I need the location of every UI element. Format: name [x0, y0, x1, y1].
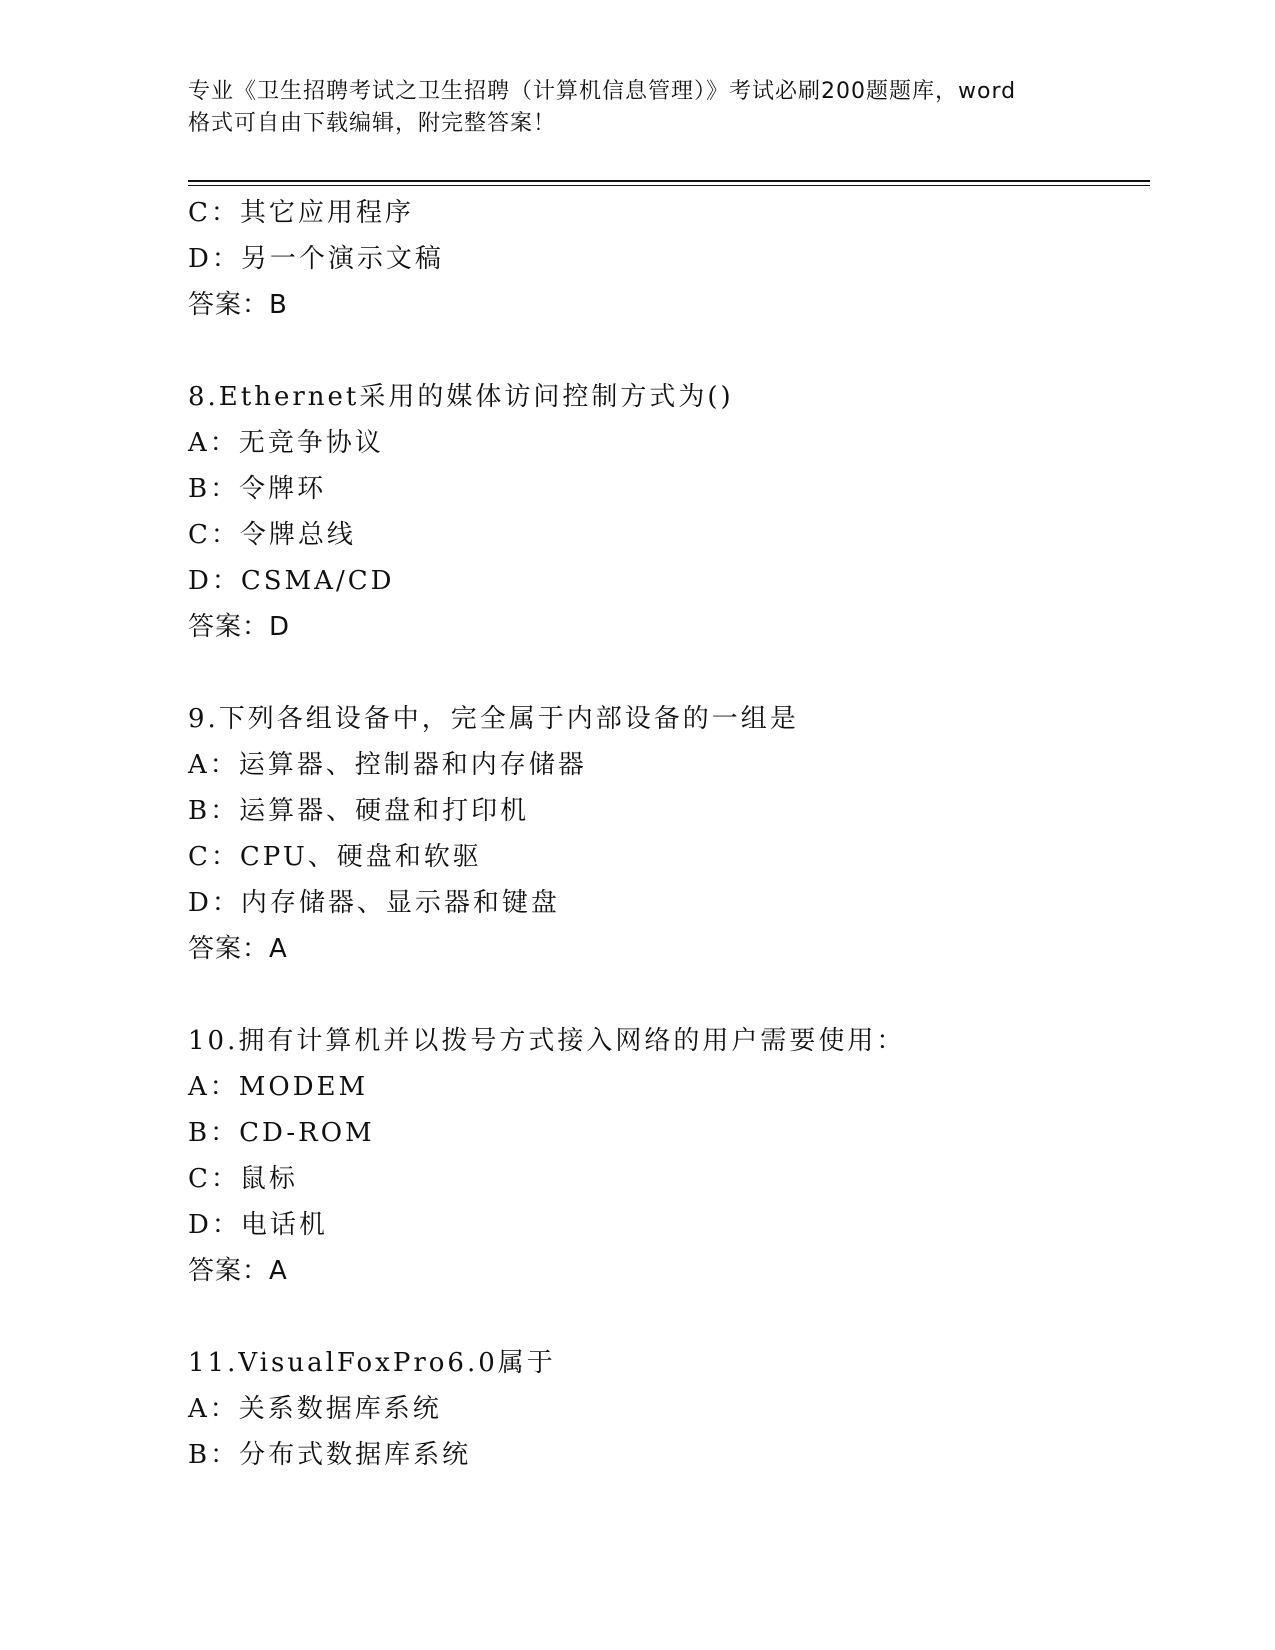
option-a: A：关系数据库系统 [188, 1394, 442, 1424]
question-block-11 [188, 1340, 1150, 1478]
question-text: 8.Ethernet采用的媒体访问控制方式为() [188, 382, 734, 412]
option-b: B：运算器、硬盘和打印机 [188, 796, 530, 826]
question-block-8 [188, 374, 1150, 650]
question-text: 11.VisualFoxPro6.0属于 [188, 1348, 556, 1378]
answer-line: 答案：D [188, 612, 291, 642]
option-c: C：令牌总线 [188, 520, 356, 550]
spacer [188, 650, 1150, 696]
spacer [188, 1294, 1150, 1340]
header-divider-thin [188, 185, 1150, 186]
option-d: D：CSMA/CD [188, 566, 395, 596]
question-text: 10.拥有计算机并以拨号方式接入网络的用户需要使用： [188, 1026, 906, 1056]
option-d: D：另一个演示文稿 [188, 244, 444, 274]
question-block-9 [188, 696, 1150, 972]
answer-line: 答案：A [188, 1256, 288, 1286]
question-block-7 [188, 190, 1150, 328]
question-list [188, 190, 1150, 1478]
option-b: B：分布式数据库系统 [188, 1440, 472, 1470]
option-a: A：MODEM [188, 1072, 369, 1102]
option-d: D：内存储器、显示器和键盘 [188, 888, 560, 918]
option-a: A：运算器、控制器和内存储器 [188, 750, 587, 780]
option-b: B：令牌环 [188, 474, 327, 504]
header-divider-thick [188, 180, 1150, 182]
header-line-2: 格式可自由下载编辑，附完整答案！ [188, 111, 557, 136]
option-d: D：电话机 [188, 1210, 328, 1240]
option-c: C：鼠标 [188, 1164, 298, 1194]
answer-line: 答案：B [188, 290, 288, 320]
option-c: C：CPU、硬盘和软驱 [188, 842, 482, 872]
option-b: B：CD-ROM [188, 1118, 375, 1148]
answer-line: 答案：A [188, 934, 288, 964]
option-c: C：其它应用程序 [188, 198, 414, 228]
spacer [188, 328, 1150, 374]
header-line-1: 专业《卫生招聘考试之卫生招聘（计算机信息管理）》考试必刷200题题库，word [188, 79, 1017, 104]
spacer [188, 972, 1150, 1018]
option-a: A：无竞争协议 [188, 428, 384, 458]
question-text: 9.下列各组设备中，完全属于内部设备的一组是 [188, 704, 799, 734]
question-block-10 [188, 1018, 1150, 1294]
document-header [188, 76, 1088, 140]
